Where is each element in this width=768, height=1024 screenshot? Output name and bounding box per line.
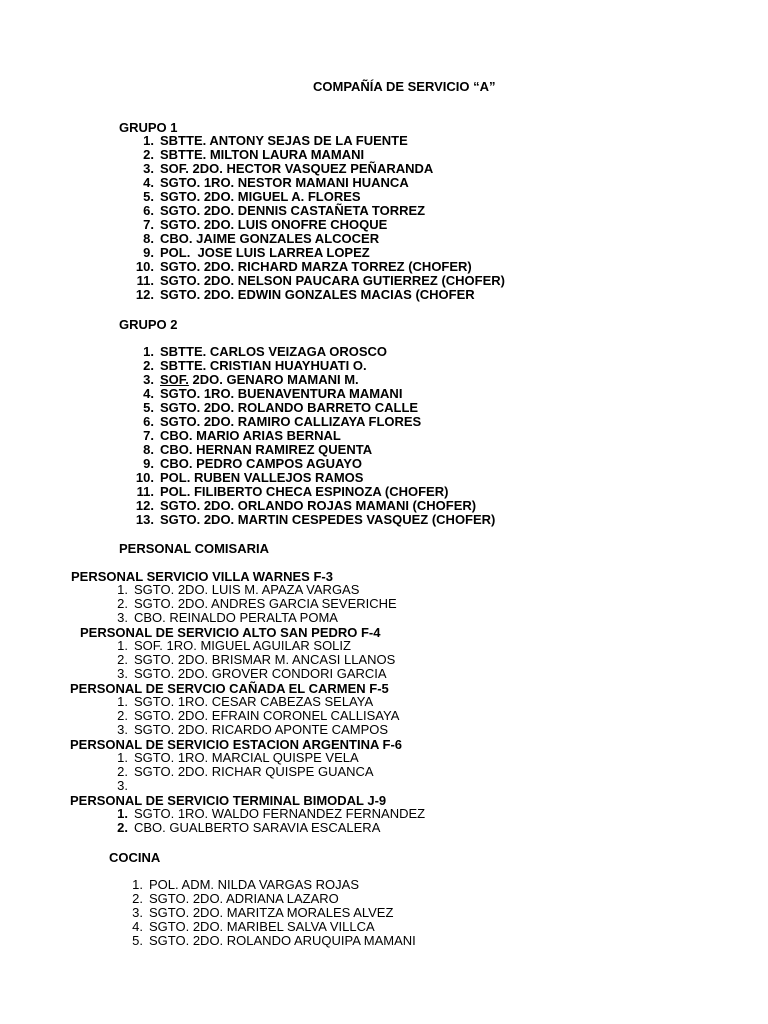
item-text — [160, 373, 359, 387]
list-item — [114, 765, 374, 779]
item-text: SGTO. 2DO. RICARDO APONTE CAMPOS — [134, 722, 389, 737]
item-text: SGTO. 2DO. MARTIN CESPEDES VASQUEZ (CHOFER) — [160, 512, 496, 527]
item-text: CBO. GUALBERTO SARAVIA ESCALERA — [134, 820, 381, 835]
list-item — [132, 345, 495, 359]
list-item — [132, 359, 495, 373]
list-item — [132, 274, 505, 288]
item-number: 1. — [132, 877, 143, 892]
list-item — [114, 667, 395, 681]
item-number: 3. — [143, 372, 154, 387]
item-text: SGTO. 2DO. RICHAR QUISPE GUANCA — [134, 764, 374, 779]
grupo-2-list — [132, 345, 495, 527]
item-number: 8. — [143, 231, 154, 246]
item-text: SGTO. 2DO. BRISMAR M. ANCASI LLANOS — [134, 652, 396, 667]
estacion-argentina-heading: PERSONAL DE SERVICIO ESTACION ARGENTINA F-6 — [70, 737, 403, 752]
list-item — [132, 443, 495, 457]
item-text: SGTO. 2DO. ORLANDO ROJAS MAMANI (CHOFER) — [160, 498, 477, 513]
item-text: SOF. 2DO. HECTOR VASQUEZ PEÑARANDA — [160, 161, 434, 176]
terminal-bimodal-heading: PERSONAL DE SERVICIO TERMINAL BIMODAL J-9 — [70, 793, 387, 808]
list-item — [132, 288, 505, 302]
list-item — [132, 387, 495, 401]
item-number: 9. — [143, 456, 154, 471]
item-text: SGTO. 2DO. NELSON PAUCARA GUTIERREZ (CHOFER) — [160, 273, 505, 288]
item-text: POL. JOSE LUIS LARREA LOPEZ — [160, 245, 370, 260]
list-item — [132, 485, 495, 499]
item-number: 7. — [143, 428, 154, 443]
item-number: 13. — [135, 512, 154, 527]
item-text: SGTO. 2DO. MARIBEL SALVA VILLCA — [149, 919, 375, 934]
item-text: SBTTE. CRISTIAN HUAYHUATI O. — [160, 358, 367, 373]
list-item — [132, 471, 495, 485]
item-number: 5. — [143, 400, 154, 415]
item-number: 1. — [117, 582, 128, 597]
item-text: SGTO. 1RO. CESAR CABEZAS SELAYA — [134, 694, 374, 709]
item-number: 10. — [135, 470, 154, 485]
list-item — [114, 723, 399, 737]
list-item — [132, 148, 505, 162]
grupo-1-list — [132, 134, 505, 302]
alto-san-pedro-list — [114, 639, 395, 681]
item-number: 1. — [117, 806, 128, 821]
list-item — [114, 639, 395, 653]
item-number: 5. — [143, 189, 154, 204]
item-text: CBO. JAIME GONZALES ALCOCER — [160, 231, 380, 246]
alto-san-pedro-heading: PERSONAL DE SERVICIO ALTO SAN PEDRO F-4 — [80, 625, 381, 640]
item-text-prefix: SOF. — [160, 372, 189, 387]
villa-warnes-heading: PERSONAL SERVICIO VILLA WARNES F-3 — [71, 569, 333, 584]
list-item — [127, 920, 416, 934]
list-item — [132, 176, 505, 190]
item-text: SGTO. 1RO. NESTOR MAMANI HUANCA — [160, 175, 409, 190]
item-text: CBO. MARIO ARIAS BERNAL — [160, 428, 341, 443]
list-item — [132, 373, 495, 387]
list-item — [114, 611, 397, 625]
item-number: 3. — [117, 610, 128, 625]
item-number: 2. — [117, 764, 128, 779]
item-number: 11. — [136, 273, 154, 288]
item-number: 11. — [136, 484, 154, 499]
list-item — [114, 653, 395, 667]
list-item — [132, 190, 505, 204]
item-text: SGTO. 2DO. LUIS ONOFRE CHOQUE — [160, 217, 388, 232]
list-item — [132, 499, 495, 513]
item-text: SGTO. 2DO. EFRAIN CORONEL CALLISAYA — [134, 708, 400, 723]
document-title: COMPAÑÍA DE SERVICIO “A” — [313, 79, 496, 94]
item-text: SGTO. 2DO. ROLANDO BARRETO CALLE — [160, 400, 419, 415]
item-number: 3. — [132, 905, 143, 920]
item-number: 1. — [117, 694, 128, 709]
list-item — [132, 429, 495, 443]
item-number: 2. — [143, 358, 154, 373]
list-item — [132, 232, 505, 246]
item-number: 1. — [143, 344, 154, 359]
item-text: SGTO. 2DO. ANDRES GARCIA SEVERICHE — [134, 596, 397, 611]
comisaria-heading: PERSONAL COMISARIA — [119, 541, 269, 556]
item-number: 2. — [143, 147, 154, 162]
list-item — [114, 597, 397, 611]
item-number: 2. — [117, 708, 128, 723]
item-number: 10. — [135, 259, 154, 274]
list-item — [132, 457, 495, 471]
item-text: SGTO. 2DO. GROVER CONDORI GARCIA — [134, 666, 387, 681]
item-number: 2. — [132, 891, 143, 906]
list-item — [132, 401, 495, 415]
item-text: CBO. REINALDO PERALTA POMA — [134, 610, 338, 625]
list-item — [114, 751, 374, 765]
list-item — [127, 892, 416, 906]
cocina-heading: COCINA — [109, 850, 161, 865]
list-item — [132, 162, 505, 176]
item-text: POL. RUBEN VALLEJOS RAMOS — [160, 470, 364, 485]
item-text: SGTO. 2DO. RAMIRO CALLIZAYA FLORES — [160, 414, 422, 429]
list-item — [132, 246, 505, 260]
item-text: CBO. HERNAN RAMIREZ QUENTA — [160, 442, 373, 457]
item-number: 6. — [143, 414, 154, 429]
item-text: SGTO. 2DO. RICHARD MARZA TORREZ (CHOFER) — [160, 259, 472, 274]
item-number: 8. — [143, 442, 154, 457]
item-text: SBTTE. MILTON LAURA MAMANI — [160, 147, 365, 162]
item-number: 4. — [143, 386, 154, 401]
list-item — [132, 260, 505, 274]
item-text: SGTO. 2DO. ADRIANA LAZARO — [149, 891, 339, 906]
item-number: 2. — [117, 596, 128, 611]
item-number: 6. — [143, 203, 154, 218]
item-number: 3. — [143, 161, 154, 176]
item-text: SGTO. 2DO. LUIS M. APAZA VARGAS — [134, 582, 360, 597]
item-text: SGTO. 2DO. EDWIN GONZALES MACIAS (CHOFER — [160, 287, 475, 302]
list-item — [132, 513, 495, 527]
item-number: 3. — [117, 778, 128, 793]
list-item — [114, 695, 399, 709]
item-text: SGTO. 1RO. MARCIAL QUISPE VELA — [134, 750, 359, 765]
item-number: 1. — [143, 133, 154, 148]
item-text: CBO. PEDRO CAMPOS AGUAYO — [160, 456, 363, 471]
grupo-2-heading: GRUPO 2 — [119, 317, 178, 332]
list-item — [132, 415, 495, 429]
item-text: POL. FILIBERTO CHECA ESPINOZA (CHOFER) — [160, 484, 449, 499]
item-number: 3. — [117, 722, 128, 737]
item-text: SBTTE. ANTONY SEJAS DE LA FUENTE — [160, 133, 408, 148]
item-number: 12. — [135, 287, 154, 302]
villa-warnes-list — [114, 583, 397, 625]
item-number: 7. — [143, 217, 154, 232]
item-text: SGTO. 2DO. MARITZA MORALES ALVEZ — [149, 905, 394, 920]
list-item — [114, 779, 374, 793]
item-number: 1. — [117, 638, 128, 653]
canada-carmen-list — [114, 695, 399, 737]
estacion-argentina-list — [114, 751, 374, 793]
item-number: 12. — [135, 498, 154, 513]
list-item — [127, 934, 416, 948]
item-number: 2. — [117, 820, 128, 835]
item-text: SGTO. 2DO. MIGUEL A. FLORES — [160, 189, 361, 204]
list-item — [132, 134, 505, 148]
grupo-1-heading: GRUPO 1 — [119, 120, 178, 135]
item-text: SOF. 1RO. MIGUEL AGUILAR SOLIZ — [134, 638, 351, 653]
item-text: SBTTE. CARLOS VEIZAGA OROSCO — [160, 344, 388, 359]
item-number: 4. — [143, 175, 154, 190]
canada-carmen-heading: PERSONAL DE SERVCIO CAÑADA EL CARMEN F-5 — [70, 681, 389, 696]
list-item — [114, 583, 397, 597]
list-item — [132, 218, 505, 232]
list-item — [127, 906, 416, 920]
list-item — [114, 709, 399, 723]
item-text: SGTO. 2DO. DENNIS CASTAÑETA TORREZ — [160, 203, 426, 218]
list-item — [132, 204, 505, 218]
item-number: 1. — [117, 750, 128, 765]
item-number: 2. — [117, 652, 128, 667]
item-text: SGTO. 2DO. ROLANDO ARUQUIPA MAMANI — [149, 933, 416, 948]
item-number: 3. — [117, 666, 128, 681]
list-item — [114, 807, 425, 821]
item-number: 5. — [132, 933, 143, 948]
item-text: POL. ADM. NILDA VARGAS ROJAS — [149, 877, 359, 892]
cocina-list — [127, 878, 416, 948]
list-item — [127, 878, 416, 892]
item-text: SGTO. 1RO. BUENAVENTURA MAMANI — [160, 386, 403, 401]
item-number: 9. — [143, 245, 154, 260]
item-number: 4. — [132, 919, 143, 934]
terminal-bimodal-list — [114, 807, 425, 835]
item-text: SGTO. 1RO. WALDO FERNANDEZ FERNANDEZ — [134, 806, 426, 821]
list-item — [114, 821, 425, 835]
item-text-rest: 2DO. GENARO MAMANI M. — [188, 372, 359, 387]
